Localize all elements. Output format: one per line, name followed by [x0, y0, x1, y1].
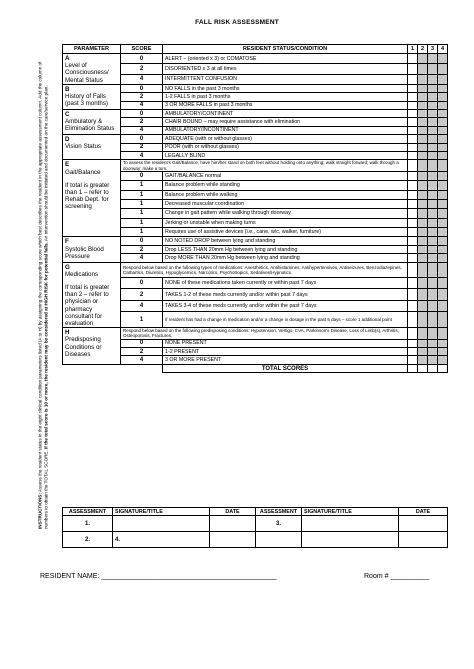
status-condition: CHAIR BOUND – may require assistance with elimination — [163, 118, 408, 126]
section-instruction-note: Respond below based on the following types of medications: Anesthetics, Antihistamines, Antihypertensives, Antiseizures, Benzodiazepines, Cathartics, Diuretics, Hypoglycemics, Narcotics, Psychotropics, Sedatives/Hypnotics. — [121, 262, 408, 277]
score-box-4[interactable] — [438, 101, 448, 109]
score-value: 0 — [121, 135, 163, 143]
status-condition: If resident has had a change in medication and/or a change in dosage in the past 5 days – score 1 additional point — [163, 312, 408, 328]
score-box-1[interactable] — [408, 126, 418, 134]
table-row — [63, 237, 448, 245]
assessment-number-3: 3. — [256, 516, 302, 532]
score-box-1[interactable] — [408, 190, 418, 199]
score-box-4[interactable] — [438, 237, 448, 245]
score-box-3[interactable] — [428, 101, 438, 109]
section-note-row — [63, 328, 448, 339]
score-box-4[interactable] — [438, 93, 448, 101]
score-box-1[interactable] — [408, 135, 418, 143]
score-box-1[interactable] — [408, 151, 418, 159]
parameter-label: Medications — [65, 270, 99, 278]
status-condition: 3 OR MORE PRESENT — [163, 356, 408, 364]
total-box-2[interactable] — [418, 364, 428, 372]
parameter-b — [63, 84, 121, 109]
assessment-number-1: 1. — [63, 516, 113, 532]
score-box-1[interactable] — [408, 228, 418, 237]
score-box-2[interactable] — [418, 109, 428, 117]
parameter-letter: E — [65, 161, 70, 169]
score-box-2[interactable] — [418, 328, 428, 339]
status-condition: Drop LESS THAN 20mm Hg between lying and standing — [163, 245, 408, 253]
score-value: 2 — [121, 64, 163, 74]
score-box-3[interactable] — [428, 74, 438, 84]
score-box-3[interactable] — [428, 328, 438, 339]
score-box-2[interactable] — [418, 245, 428, 253]
status-condition: 1-2 FALLS in past 3 months — [163, 93, 408, 101]
score-box-3[interactable] — [428, 126, 438, 134]
status-condition: NO FALLS in the past 3 months — [163, 84, 408, 92]
table-header-row — [63, 45, 448, 54]
score-box-2[interactable] — [418, 339, 428, 347]
date-field-3[interactable] — [399, 516, 448, 532]
parameter-letter: C — [65, 110, 70, 118]
score-box-4[interactable] — [438, 143, 448, 151]
score-box-3[interactable] — [428, 135, 438, 143]
parameter-letter: H — [65, 329, 70, 337]
parameter-letter: D — [65, 136, 70, 144]
score-value: 4 — [121, 300, 163, 311]
score-value: 2 — [121, 118, 163, 126]
parameter-g — [63, 262, 121, 328]
score-box-1[interactable] — [408, 254, 418, 262]
score-box-3[interactable] — [428, 171, 438, 180]
table-row — [63, 126, 448, 134]
score-box-3[interactable] — [428, 289, 438, 300]
assessment-header-left: ASSESSMENT — [63, 508, 113, 516]
score-header: SCORE — [121, 45, 163, 54]
score-value: 1 — [121, 312, 163, 328]
score-box-4[interactable] — [438, 278, 448, 289]
parameter-label: Vision Status — [65, 143, 102, 151]
score-box-1[interactable] — [408, 93, 418, 101]
score-box-4[interactable] — [438, 109, 448, 117]
score-box-3[interactable] — [428, 190, 438, 199]
score-value: 4 — [121, 356, 163, 364]
parameter-referral-note: If total is greater than 2 – refer to physician or pharmacy consultant for evaluation — [65, 284, 110, 328]
score-box-2[interactable] — [418, 181, 428, 190]
score-box-3[interactable] — [428, 54, 438, 64]
score-box-1[interactable] — [408, 84, 418, 92]
assessment-number-2: 2. — [63, 532, 113, 548]
parameter-letter: F — [65, 238, 69, 246]
score-box-3[interactable] — [428, 245, 438, 253]
table-row — [63, 84, 448, 92]
assessment-header-right: ASSESSMENT — [256, 508, 302, 516]
date-header-right: DATE — [399, 508, 448, 516]
score-value: 0 — [121, 54, 163, 64]
section-note-row — [63, 160, 448, 171]
score-value: 2 — [121, 143, 163, 151]
score-value: 2 — [121, 245, 163, 253]
score-box-2[interactable] — [418, 101, 428, 109]
score-box-3[interactable] — [428, 84, 438, 92]
score-value: 0 — [121, 84, 163, 92]
parameter-a — [63, 54, 121, 85]
score-box-2[interactable] — [418, 135, 428, 143]
score-value: 1 — [121, 190, 163, 199]
parameter-f — [63, 237, 121, 262]
parameter-letter: G — [65, 263, 70, 271]
score-box-2[interactable] — [418, 218, 428, 227]
status-condition: INTERMITTENT CONFUSION — [163, 74, 408, 84]
table-row — [63, 209, 448, 218]
score-value: 4 — [121, 254, 163, 262]
score-box-3[interactable] — [428, 181, 438, 190]
status-condition: 1-2 PRESENT — [163, 348, 408, 356]
score-box-2[interactable] — [418, 254, 428, 262]
score-box-1[interactable] — [408, 160, 418, 171]
score-box-3[interactable] — [428, 93, 438, 101]
score-box-3[interactable] — [428, 312, 438, 328]
score-value: 0 — [121, 278, 163, 289]
score-value: 1 — [121, 218, 163, 227]
instructions-text — [37, 49, 48, 529]
score-box-4[interactable] — [438, 118, 448, 126]
score-value: 0 — [121, 109, 163, 117]
score-value: 0 — [121, 171, 163, 180]
score-box-1[interactable] — [408, 64, 418, 74]
table-row — [63, 254, 448, 262]
score-box-1[interactable] — [408, 181, 418, 190]
date-field-4[interactable] — [399, 532, 448, 548]
instructions-panel — [26, 46, 60, 532]
score-box-2[interactable] — [418, 312, 428, 328]
score-box-1[interactable] — [408, 74, 418, 84]
score-box-1[interactable] — [408, 199, 418, 208]
score-box-4[interactable] — [438, 218, 448, 227]
score-box-1[interactable] — [408, 278, 418, 289]
score-box-4[interactable] — [438, 74, 448, 84]
score-value: 4 — [121, 101, 163, 109]
table-row — [63, 101, 448, 109]
score-box-4[interactable] — [438, 54, 448, 64]
table-row — [63, 278, 448, 289]
score-box-4[interactable] — [438, 245, 448, 253]
status-condition: AMBULATORY/INCONTINENT — [163, 126, 408, 134]
score-box-4[interactable] — [438, 312, 448, 328]
status-condition: Decreased muscular coordination — [163, 199, 408, 208]
score-box-4[interactable] — [438, 228, 448, 237]
score-value: 1 — [121, 199, 163, 208]
parameter-label: Ambulatory & Elimination Status — [65, 118, 115, 133]
score-box-2[interactable] — [418, 348, 428, 356]
score-box-4[interactable] — [438, 199, 448, 208]
parameter-d — [63, 135, 121, 160]
assessment-body — [63, 54, 448, 373]
table-row — [63, 348, 448, 356]
parameter-c — [63, 109, 121, 134]
score-box-1[interactable] — [408, 289, 418, 300]
date-header-left: DATE — [210, 508, 256, 516]
score-box-2[interactable] — [418, 74, 428, 84]
status-condition: Change in gait pattern while walking through doorway — [163, 209, 408, 218]
signature-title-header-left: SIGNATURE/TITLE — [113, 508, 210, 516]
score-box-4[interactable] — [438, 289, 448, 300]
table-row — [63, 312, 448, 328]
parameter-e — [63, 160, 121, 237]
score-box-2[interactable] — [418, 278, 428, 289]
score-box-1[interactable] — [408, 339, 418, 347]
score-box-3[interactable] — [428, 278, 438, 289]
score-box-2[interactable] — [418, 171, 428, 180]
score-box-2[interactable] — [418, 228, 428, 237]
score-box-3[interactable] — [428, 143, 438, 151]
signature-header-row — [63, 508, 448, 516]
score-value: 1 — [121, 228, 163, 237]
status-condition: NONE of these medications taken currently or within past 7 days — [163, 278, 408, 289]
status-condition: Balance problem while standing — [163, 181, 408, 190]
score-box-4[interactable] — [438, 171, 448, 180]
score-box-4[interactable] — [438, 190, 448, 199]
column-4-header: 4 — [438, 45, 448, 54]
score-box-2[interactable] — [418, 151, 428, 159]
room-number-field[interactable]: Room # __________ — [364, 573, 430, 580]
score-box-3[interactable] — [428, 64, 438, 74]
total-box-4[interactable] — [438, 364, 448, 372]
table-row — [63, 109, 448, 117]
table-row — [63, 218, 448, 227]
score-box-2[interactable] — [418, 84, 428, 92]
instructions-body: Assess the resident status in the eight clinical condition parameters listed (A to H) by assigning the corresponding score which best describes the resident in the appropriate assessment column. Add the column of numbers to obtain the TOTAL SCORE. — [37, 61, 48, 529]
parameter-header: PARAMETER — [63, 45, 121, 54]
score-box-4[interactable] — [438, 151, 448, 159]
score-value: 2 — [121, 289, 163, 300]
score-box-2[interactable] — [418, 356, 428, 364]
column-2-header: 2 — [418, 45, 428, 54]
instructions-high-risk: If the total score is 10 or more, the resident may be considered at HIGH RISK for potential falls. — [43, 242, 48, 449]
table-row — [63, 181, 448, 190]
table-row — [63, 289, 448, 300]
parameter-label: History of Falls (past 3 months) — [65, 93, 108, 108]
parameter-label: Gait/Balance — [65, 168, 101, 176]
table-row — [63, 74, 448, 84]
column-1-header: 1 — [408, 45, 418, 54]
score-box-3[interactable] — [428, 118, 438, 126]
score-box-2[interactable] — [418, 237, 428, 245]
table-row — [63, 245, 448, 253]
parameter-label: Systolic Blood Pressure — [65, 245, 104, 260]
score-box-3[interactable] — [428, 209, 438, 218]
score-value: 0 — [121, 237, 163, 245]
table-row — [63, 54, 448, 64]
status-condition: ALERT – (oriented x 3) or COMATOSE — [163, 54, 408, 64]
date-field-1[interactable] — [210, 516, 256, 532]
status-condition: NO NOTED DROP between lying and standing — [163, 237, 408, 245]
score-box-4[interactable] — [438, 84, 448, 92]
score-box-2[interactable] — [418, 199, 428, 208]
score-box-4[interactable] — [438, 356, 448, 364]
table-row — [63, 135, 448, 143]
score-box-4[interactable] — [438, 254, 448, 262]
table-row — [63, 356, 448, 364]
column-3-header: 3 — [428, 45, 438, 54]
score-value: 2 — [121, 93, 163, 101]
score-box-4[interactable] — [438, 262, 448, 277]
score-box-1[interactable] — [408, 348, 418, 356]
status-condition: LEGALLY BLIND — [163, 151, 408, 159]
score-box-3[interactable] — [428, 151, 438, 159]
score-value: 2 — [121, 348, 163, 356]
score-box-1[interactable] — [408, 171, 418, 180]
score-box-1[interactable] — [408, 54, 418, 64]
score-box-1[interactable] — [408, 118, 418, 126]
status-condition: TAKES 3-4 of these meds currently and/or within the past 7 days — [163, 300, 408, 311]
score-box-3[interactable] — [428, 109, 438, 117]
assessment-blank — [256, 532, 302, 548]
table-row — [63, 151, 448, 159]
status-condition: DISORIENTED x 3 at all times — [163, 64, 408, 74]
parameter-label: Predisposing Conditions or Diseases — [65, 336, 102, 358]
score-box-2[interactable] — [418, 300, 428, 311]
parameter-h — [63, 328, 121, 365]
parameter-letter: B — [65, 85, 70, 93]
total-scores-row — [63, 364, 448, 372]
score-box-3[interactable] — [428, 356, 438, 364]
score-box-4[interactable] — [438, 181, 448, 190]
score-box-4[interactable] — [438, 64, 448, 74]
table-row — [63, 228, 448, 237]
score-box-1[interactable] — [408, 245, 418, 253]
score-box-4[interactable] — [438, 339, 448, 347]
score-box-3[interactable] — [428, 300, 438, 311]
score-value: 0 — [121, 339, 163, 347]
table-row — [63, 118, 448, 126]
score-box-3[interactable] — [428, 160, 438, 171]
instructions-intervention: An intervention should be initiated and documented on the care/service plan. — [43, 85, 48, 242]
signature-field-4[interactable] — [302, 532, 399, 548]
table-row — [63, 199, 448, 208]
score-box-2[interactable] — [418, 289, 428, 300]
score-box-2[interactable] — [418, 126, 428, 134]
section-instruction-note: Respond below based on the following predisposing conditions: Hypotension, Vertigo, CVA, Parkinson's Disease, Loss of Limb(s), Arthritis, Osteoporosis, Fractures. — [121, 328, 408, 339]
score-box-1[interactable] — [408, 109, 418, 117]
status-condition: Drop MORE THAN 20mm Hg between lying and standing — [163, 254, 408, 262]
status-condition: TAKES 1-2 of these meds currently and/or within past 7 days — [163, 289, 408, 300]
score-box-1[interactable] — [408, 143, 418, 151]
section-instruction-note: To assess the resident's Gait/Balance, have him/her stand on both feet without holding onto anything; walk straight forward; walk through a doorway; make a turn. — [121, 160, 408, 171]
score-box-1[interactable] — [408, 328, 418, 339]
score-box-1[interactable] — [408, 101, 418, 109]
parameter-letter: A — [65, 55, 70, 62]
score-box-4[interactable] — [438, 126, 448, 134]
form-title: FALL RISK ASSESSMENT — [195, 19, 279, 26]
score-value: 4 — [121, 151, 163, 159]
table-row — [63, 171, 448, 180]
score-box-4[interactable] — [438, 160, 448, 171]
signature-row-1 — [63, 516, 448, 532]
score-box-2[interactable] — [418, 93, 428, 101]
signature-table — [62, 507, 448, 548]
score-box-1[interactable] — [408, 300, 418, 311]
table-row — [63, 300, 448, 311]
table-row — [63, 143, 448, 151]
parameter-referral-note: If total is greater than 1 – refer to Rehab Dept. for screening — [65, 181, 110, 211]
score-box-1[interactable] — [408, 262, 418, 277]
status-condition: GAIT/BALANCE normal — [163, 171, 408, 180]
resident-name-field[interactable]: RESIDENT NAME: _____________________________________________ — [40, 573, 277, 580]
status-condition: Balance problem while walking — [163, 190, 408, 199]
score-box-2[interactable] — [418, 209, 428, 218]
score-value: 4 — [121, 74, 163, 84]
table-row — [63, 64, 448, 74]
score-box-2[interactable] — [418, 143, 428, 151]
signature-row-2 — [63, 532, 448, 548]
score-value: 1 — [121, 209, 163, 218]
score-box-3[interactable] — [428, 339, 438, 347]
score-box-2[interactable] — [418, 64, 428, 74]
table-row — [63, 339, 448, 347]
status-condition: POOR (with or without glasses) — [163, 143, 408, 151]
score-box-2[interactable] — [418, 118, 428, 126]
date-field-2[interactable] — [210, 532, 256, 548]
status-condition: Jerking or unstable when making turns — [163, 218, 408, 227]
score-box-3[interactable] — [428, 218, 438, 227]
status-condition: Requires use of assistive devices (i.e., cane, w/c, walker, furniture) — [163, 228, 408, 237]
table-row — [63, 93, 448, 101]
table-row — [63, 190, 448, 199]
status-condition: AMBULATORY/CONTINENT — [163, 109, 408, 117]
score-box-2[interactable] — [418, 160, 428, 171]
score-box-4[interactable] — [438, 348, 448, 356]
score-box-1[interactable] — [408, 237, 418, 245]
status-header: RESIDENT STATUS/CONDITION — [163, 45, 408, 54]
score-box-1[interactable] — [408, 312, 418, 328]
parameter-label: Level of Consciousness/ Mental Status — [65, 62, 109, 84]
score-box-4[interactable] — [438, 300, 448, 311]
score-box-4[interactable] — [438, 209, 448, 218]
score-box-3[interactable] — [428, 348, 438, 356]
score-box-4[interactable] — [438, 328, 448, 339]
signature-title-header-right: SIGNATURE/TITLE — [302, 508, 399, 516]
score-box-1[interactable] — [408, 218, 418, 227]
score-box-2[interactable] — [418, 54, 428, 64]
signature-field-3[interactable] — [302, 516, 399, 532]
status-condition: NONE PRESENT — [163, 339, 408, 347]
score-box-3[interactable] — [428, 254, 438, 262]
score-box-3[interactable] — [428, 237, 438, 245]
score-box-4[interactable] — [438, 135, 448, 143]
score-box-2[interactable] — [418, 190, 428, 199]
status-condition: ADEQUATE (with or without glasses) — [163, 135, 408, 143]
total-scores-label: TOTAL SCORES — [163, 364, 408, 372]
instructions-heading: INSTRUCTIONS: — [37, 493, 43, 529]
total-box-3[interactable] — [428, 364, 438, 372]
score-box-3[interactable] — [428, 228, 438, 237]
score-box-3[interactable] — [428, 262, 438, 277]
score-value: 1 — [121, 181, 163, 190]
score-box-1[interactable] — [408, 209, 418, 218]
assessment-table — [62, 44, 448, 373]
status-condition: 3 OR MORE FALLS in past 3 months — [163, 101, 408, 109]
score-box-1[interactable] — [408, 356, 418, 364]
score-box-2[interactable] — [418, 262, 428, 277]
score-value: 4 — [121, 126, 163, 134]
assessment-number-4: 4. — [115, 536, 121, 543]
section-note-row — [63, 262, 448, 277]
signature-field-1[interactable] — [113, 516, 210, 532]
signature-field-2[interactable] — [113, 532, 210, 548]
total-blank — [63, 364, 163, 372]
total-box-1[interactable] — [408, 364, 418, 372]
score-box-3[interactable] — [428, 199, 438, 208]
